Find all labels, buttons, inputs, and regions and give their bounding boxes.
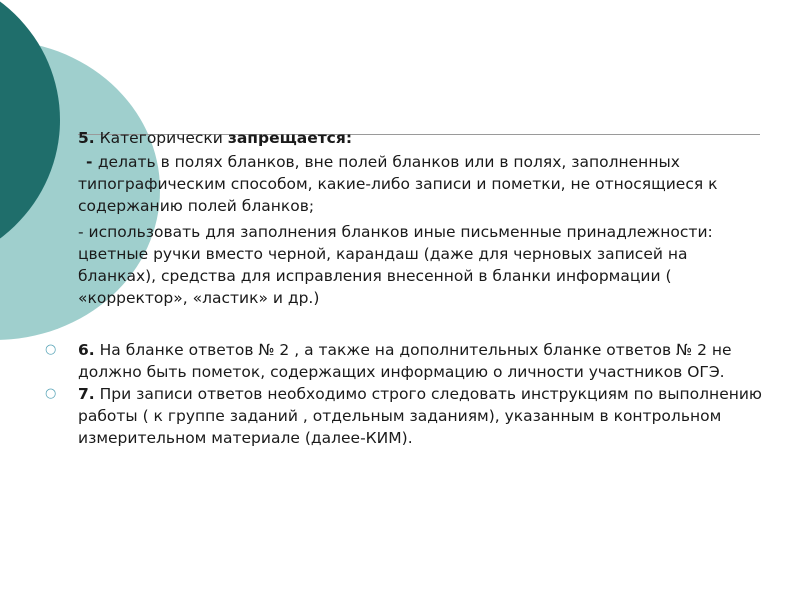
rule-6-text: На бланке ответов № 2 , а также на дополнительных бланке ответов № 2 не должно быть пометок, содержащих информацию о личности участников ОГЭ. [78, 341, 732, 381]
circle-bullet-icon: ○ [45, 342, 57, 357]
prohibition-item-1-dash: - [86, 153, 98, 171]
section-5-bold: запрещается: [227, 129, 353, 147]
prohibition-item-1 [78, 151, 768, 217]
prohibition-item-1-text: делать в полях бланков, вне полей бланков или в полях, заполненных типографическим способом, какие-либо записи и пометки, не относящиеся к содержанию полей бланков; [78, 153, 718, 215]
circle-bullet-icon: ○ [45, 386, 57, 401]
section-5-lead: Категорически [94, 129, 228, 147]
rules-list [45, 339, 768, 449]
slide-content [45, 127, 768, 465]
rule-item-7 [45, 383, 768, 449]
rule-6-number: 6. [78, 341, 95, 359]
section-5-number: 5. [78, 129, 95, 147]
prohibition-item-2-text: использовать для заполнения бланков иные письменные принадлежности: цветные ручки вместо черной, карандаш (даже для черновых записей на бланках), средства для исправления внесенной в бланки информации ( «корректор», «ластик» и др.) [78, 223, 713, 307]
section-5-heading [78, 127, 768, 149]
rule-7-number: 7. [78, 385, 95, 403]
rule-7-text: При записи ответов необходимо строго следовать инструкциям по выполнению работы ( к группе заданий , отдельным заданиям), указанным в контрольном измерительном материале (далее-КИМ). [78, 385, 762, 447]
prohibition-item-2-dash: - [78, 223, 89, 241]
rule-item-6 [45, 339, 768, 383]
prohibition-item-2 [78, 221, 768, 309]
